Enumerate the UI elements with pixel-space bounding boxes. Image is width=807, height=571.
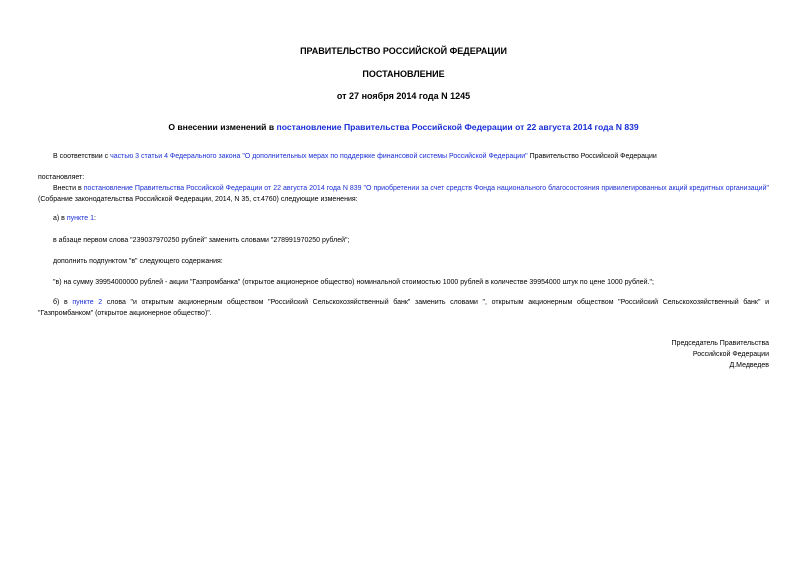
title-prefix: О внесении изменений в [168, 122, 277, 132]
item-a-third-paragraph: "в) на сумму 39954000000 рублей - акции "Газпромбанка" (открытое акционерное общество) номинальной стоимостью 1000 рублей в количестве 39954000 штук по цене 1000 рублей."; [53, 279, 654, 286]
main-prefix: Внести в [53, 185, 84, 192]
item-a-prefix: а) в [53, 215, 67, 222]
item-b-suffix: слова "и открытым акционерным обществом "Российский Сельскохозяйственный банк" заменить словами ", открытым акционерным обществом "Российский Сельскохозяйственный банк" и "Газпромбанком" (открытое акционерное общество)". [38, 299, 769, 317]
main-decree-link[interactable]: постановление Правительства Российской Федерации от 22 августа 2014 года N 839 "О приобретении за счет средств Фонда национального благосостояния привилегированных акций кредитных организаций" [83, 185, 769, 192]
item-a-second-paragraph: дополнить подпунктом "в" следующего содержания: [53, 258, 223, 265]
preamble-paragraph [38, 151, 769, 162]
government-heading: ПРАВИТЕЛЬСТВО РОССИЙСКОЙ ФЕДЕРАЦИИ [300, 46, 507, 56]
item-a-suffix: : [94, 215, 96, 222]
signature-organization: Российской Федерации [692, 351, 769, 358]
preamble-law-link[interactable]: частью 3 статьи 4 Федерального закона "О дополнительных мерах по поддержке финансовой системы Российской Федерации" [110, 153, 528, 160]
item-a-first-paragraph: в абзаце первом слова "239037970250 рублей" заменить словами "278991970250 рублей"; [53, 237, 350, 244]
main-suffix: (Собрание законодательства Российской Федерации, 2014, N 35, ст.4760) следующие изменения: [38, 196, 358, 203]
item-b-paragraph [38, 297, 769, 319]
document-date-number: от 27 ноября 2014 года N 1245 [336, 91, 471, 101]
item-a-paragraph [38, 213, 769, 224]
signature-title: Председатель Правительства [671, 340, 769, 347]
signature-name: Д.Медведев [729, 362, 769, 369]
preamble-prefix: В соответствии с [53, 153, 111, 160]
document-type-heading: ПОСТАНОВЛЕНИЕ [362, 69, 445, 79]
decree-word: постановляет: [38, 174, 85, 181]
item-b-clause-link[interactable]: пункте 2 [72, 299, 103, 306]
preamble-suffix: Правительство Российской Федерации [527, 153, 657, 160]
main-paragraph [38, 183, 769, 205]
title-decree-link[interactable]: постановление Правительства Российской Федерации от 22 августа 2014 года N 839 [276, 122, 639, 132]
document-title [0, 122, 807, 132]
item-b-prefix: б) в [53, 299, 73, 306]
item-a-clause-link[interactable]: пункте 1 [66, 215, 94, 222]
